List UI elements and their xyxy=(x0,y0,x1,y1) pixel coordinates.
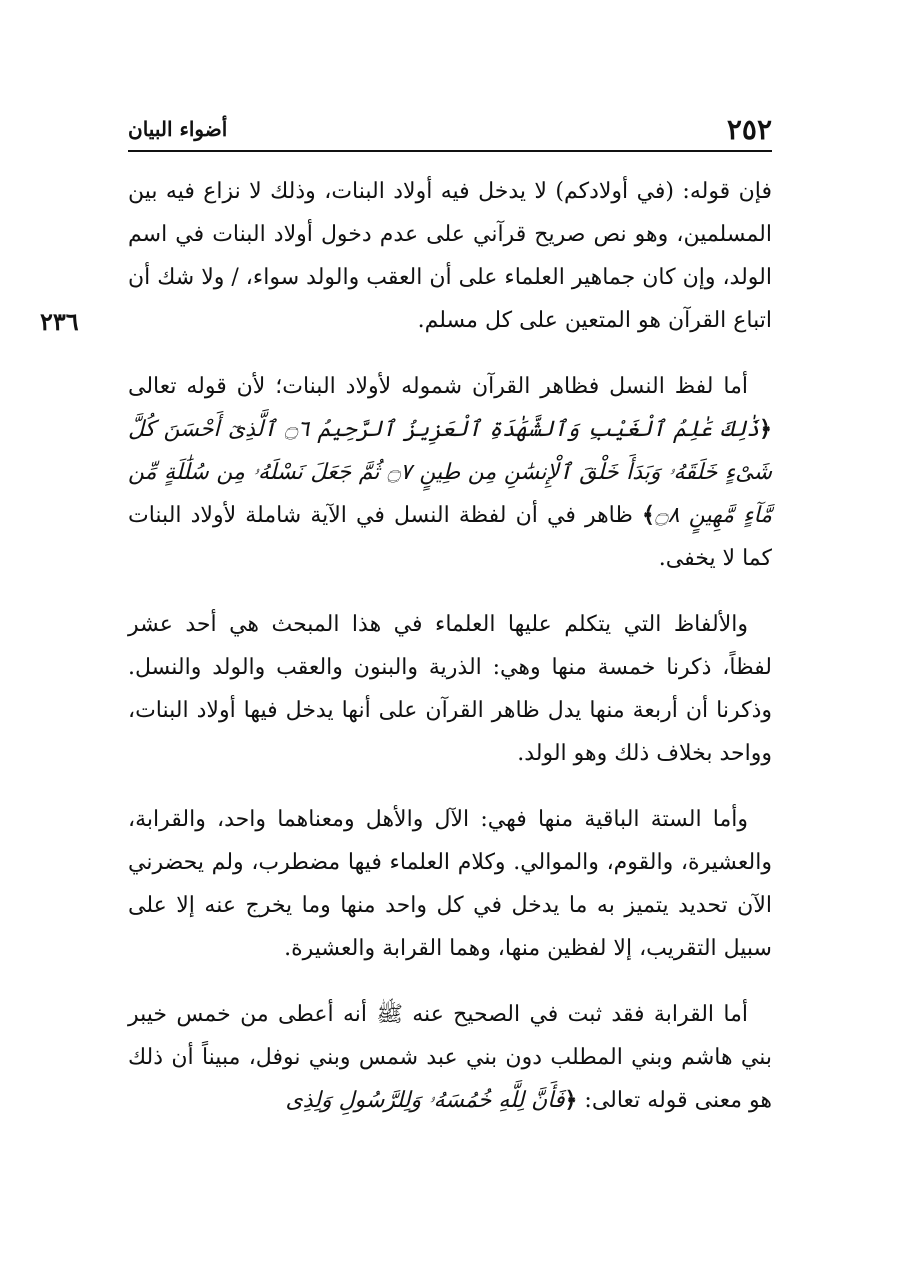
paragraph-text: وأما الستة الباقية منها فهي: الآل والأهل ومعناهما واحد، والقرابة، والعشيرة، والقوم، والموالي. وكلام العلماء فيها مضطرب، ولم يحضرني الآن تحديد يتميز به ما يدخل في كل واحد منها وما يخرج عنه إلا على سبيل التقريب، إلا لفظين منها، وهما القرابة والعشيرة. xyxy=(128,807,772,961)
page-header xyxy=(128,112,772,146)
quran-verse: ذَٰلِكَ عَٰلِمُ ٱلْغَيْبِ وَٱلشَّهَٰدَةِ ٱلْعَزِيزُ ٱلرَّحِيمُ ۝٦ ٱلَّذِىٓ أَحْسَنَ كُلَّ شَىْءٍ خَلَقَهُۥ وَبَدَأَ خَلْقَ ٱلْإِنسَٰنِ مِن طِينٍ ۝٧ ثُمَّ جَعَلَ نَسْلَهُۥ مِن سُلَٰلَةٍ مِّن مَّآءٍ مَّهِينٍ ۝٨ xyxy=(128,417,772,528)
header-rule xyxy=(128,150,772,152)
paragraph-text: والألفاظ التي يتكلم عليها العلماء في هذا المبحث هي أحد عشر لفظاً، ذكرنا خمسة منها وهي: الذرية والبنون والعقب والولد والنسل. وذكرنا أن أربعة منها يدل ظاهر القرآن على أنها يدخل فيها أولاد البنات، وواحد بخلاف ذلك وهو الولد. xyxy=(128,612,772,766)
verse-close-bracket: ﴾ xyxy=(642,502,655,528)
verse-open-bracket: ﴿ xyxy=(759,416,773,442)
original-page-marker: ٢٣٦ xyxy=(40,307,79,336)
running-title: أضواء البيان xyxy=(128,117,228,141)
paragraph-text: أما القرابة فقد ثبت في الصحيح عنه ﷺ أنه أعطى من خمس خيبر بني هاشم وبني المطلب دون بني عبد شمس وبني نوفل، مبيناً أن ذلك هو معنى قوله تعالى: xyxy=(128,1002,772,1113)
paragraph-text: ظاهر في أن لفظة النسل في الآية شاملة لأولاد البنات كما لا يخفى. xyxy=(128,503,772,571)
paragraph-1 xyxy=(128,170,772,342)
paragraph-5 xyxy=(128,993,772,1122)
paragraph-2 xyxy=(128,365,772,580)
page-body xyxy=(128,170,772,1145)
page-number: ٢٥٢ xyxy=(726,112,772,146)
paragraph-4 xyxy=(128,798,772,970)
verse-open-bracket: ﴿ xyxy=(564,1087,578,1113)
quran-verse: فَأَنَّ لِلَّهِ خُمُسَهُۥ وَلِلرَّسُولِ وَلِذِى xyxy=(285,1088,565,1113)
paragraph-text: فإن قوله: (في أولادكم) لا يدخل فيه أولاد البنات، وذلك لا نزاع فيه بين المسلمين، وهو نص صريح قرآني على عدم دخول أولاد البنات في اسم الولد، وإن كان جماهير العلماء على أن العقب والولد سواء، / ولا شك أن اتباع القرآن هو المتعين على كل مسلم. xyxy=(128,179,772,333)
paragraph-text: أما لفظ النسل فظاهر القرآن شموله لأولاد البنات؛ لأن قوله تعالى xyxy=(128,374,748,399)
paragraph-3 xyxy=(128,603,772,775)
